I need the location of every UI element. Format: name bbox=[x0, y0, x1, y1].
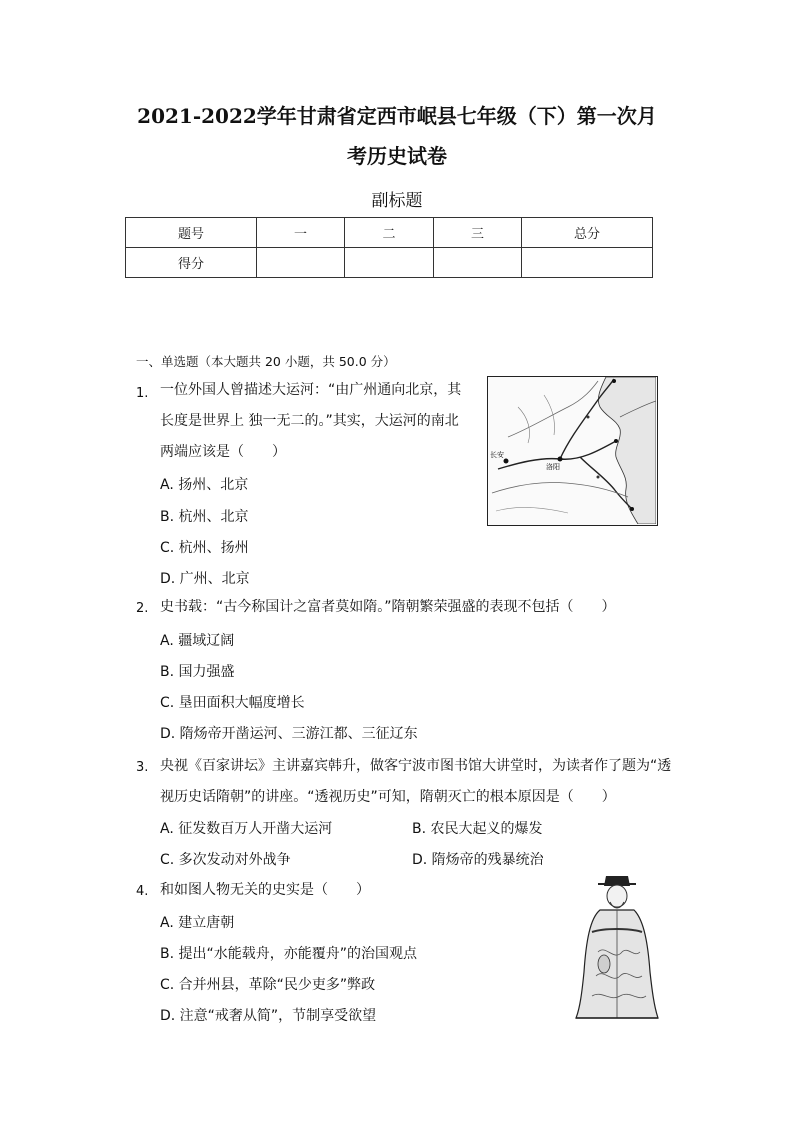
answer-option[interactable]: A. 征发数百万人开凿大运河 bbox=[160, 821, 333, 837]
answer-option[interactable]: D. 注意“戒奢从简”，节制享受欲望 bbox=[160, 1008, 377, 1024]
emperor-portrait bbox=[570, 872, 666, 1022]
answer-option[interactable]: B. 杭州、北京 bbox=[160, 509, 249, 525]
score-cell[interactable] bbox=[434, 248, 522, 278]
question-text: 一位外国人曾描述大运河：“由广州通向北京，其 bbox=[160, 382, 462, 398]
score-cell[interactable] bbox=[257, 248, 345, 278]
score-header-cell: 三 bbox=[434, 218, 522, 248]
question-text: 央视《百家讲坛》主讲嘉宾韩升，做客宁波市图书馆大讲堂时，为读者作了题为“透 bbox=[160, 758, 672, 774]
question-text: 史书载：“古今称国计之富者莫如隋。”隋朝繁荣强盛的表现不包括（ ） bbox=[160, 599, 616, 615]
answer-option[interactable]: D. 隋炀帝开凿运河、三游江都、三征辽东 bbox=[160, 726, 418, 742]
score-header-cell: 二 bbox=[345, 218, 434, 248]
score-row-label: 得分 bbox=[126, 248, 257, 278]
score-header-cell: 题号 bbox=[126, 218, 257, 248]
answer-option[interactable]: C. 杭州、扬州 bbox=[160, 540, 249, 556]
exam-title-line1: 2021-2022学年甘肃省定西市岷县七年级（下）第一次月 bbox=[137, 104, 657, 128]
exam-title-line2: 考历史试卷 bbox=[347, 144, 447, 168]
map-label-changan: 长安 bbox=[490, 451, 504, 459]
score-table-score-row bbox=[126, 248, 653, 278]
question-number: 4. bbox=[136, 884, 149, 899]
question-number: 1. bbox=[136, 386, 149, 401]
answer-option[interactable]: A. 建立唐朝 bbox=[160, 915, 235, 931]
score-header-cell: 总分 bbox=[522, 218, 653, 248]
question-number: 2. bbox=[136, 601, 149, 616]
question-number: 3. bbox=[136, 760, 149, 775]
map-label-luoyang: 洛阳 bbox=[546, 463, 560, 471]
question-text: 两端应该是（ ） bbox=[160, 444, 286, 460]
exam-subtitle: 副标题 bbox=[371, 191, 423, 211]
answer-option[interactable]: C. 垦田面积大幅度增长 bbox=[160, 695, 305, 711]
answer-option[interactable]: A. 疆域辽阔 bbox=[160, 633, 235, 649]
question-text: 视历史话隋朝”的讲座。“透视历史”可知，隋朝灭亡的根本原因是（ ） bbox=[160, 789, 616, 805]
answer-option[interactable]: C. 合并州县，革除“民少吏多”弊政 bbox=[160, 977, 376, 993]
score-cell[interactable] bbox=[522, 248, 653, 278]
answer-option[interactable]: D. 隋炀帝的残暴统治 bbox=[412, 852, 544, 868]
answer-option[interactable]: D. 广州、北京 bbox=[160, 571, 250, 587]
answer-option[interactable]: A. 扬州、北京 bbox=[160, 477, 249, 493]
question-text: 和如图人物无关的史实是（ ） bbox=[160, 882, 370, 898]
answer-option[interactable]: B. 农民大起义的爆发 bbox=[412, 821, 543, 837]
answer-option[interactable]: C. 多次发动对外战争 bbox=[160, 852, 291, 868]
grand-canal-map bbox=[487, 376, 658, 526]
score-table bbox=[125, 217, 653, 278]
score-header-cell: 一 bbox=[257, 218, 345, 248]
map-drawing bbox=[488, 377, 656, 524]
score-table-header-row bbox=[126, 218, 653, 248]
emperor-figure-drawing bbox=[570, 872, 666, 1022]
answer-option[interactable]: B. 国力强盛 bbox=[160, 664, 235, 680]
question-text: 长度是世界上 独一无二的。”其实，大运河的南北 bbox=[160, 413, 459, 429]
section-heading: 一、单选题（本大题共 20 小题，共 50.0 分） bbox=[136, 354, 396, 369]
answer-option[interactable]: B. 提出“水能载舟，亦能覆舟”的治国观点 bbox=[160, 946, 418, 962]
score-cell[interactable] bbox=[345, 248, 434, 278]
